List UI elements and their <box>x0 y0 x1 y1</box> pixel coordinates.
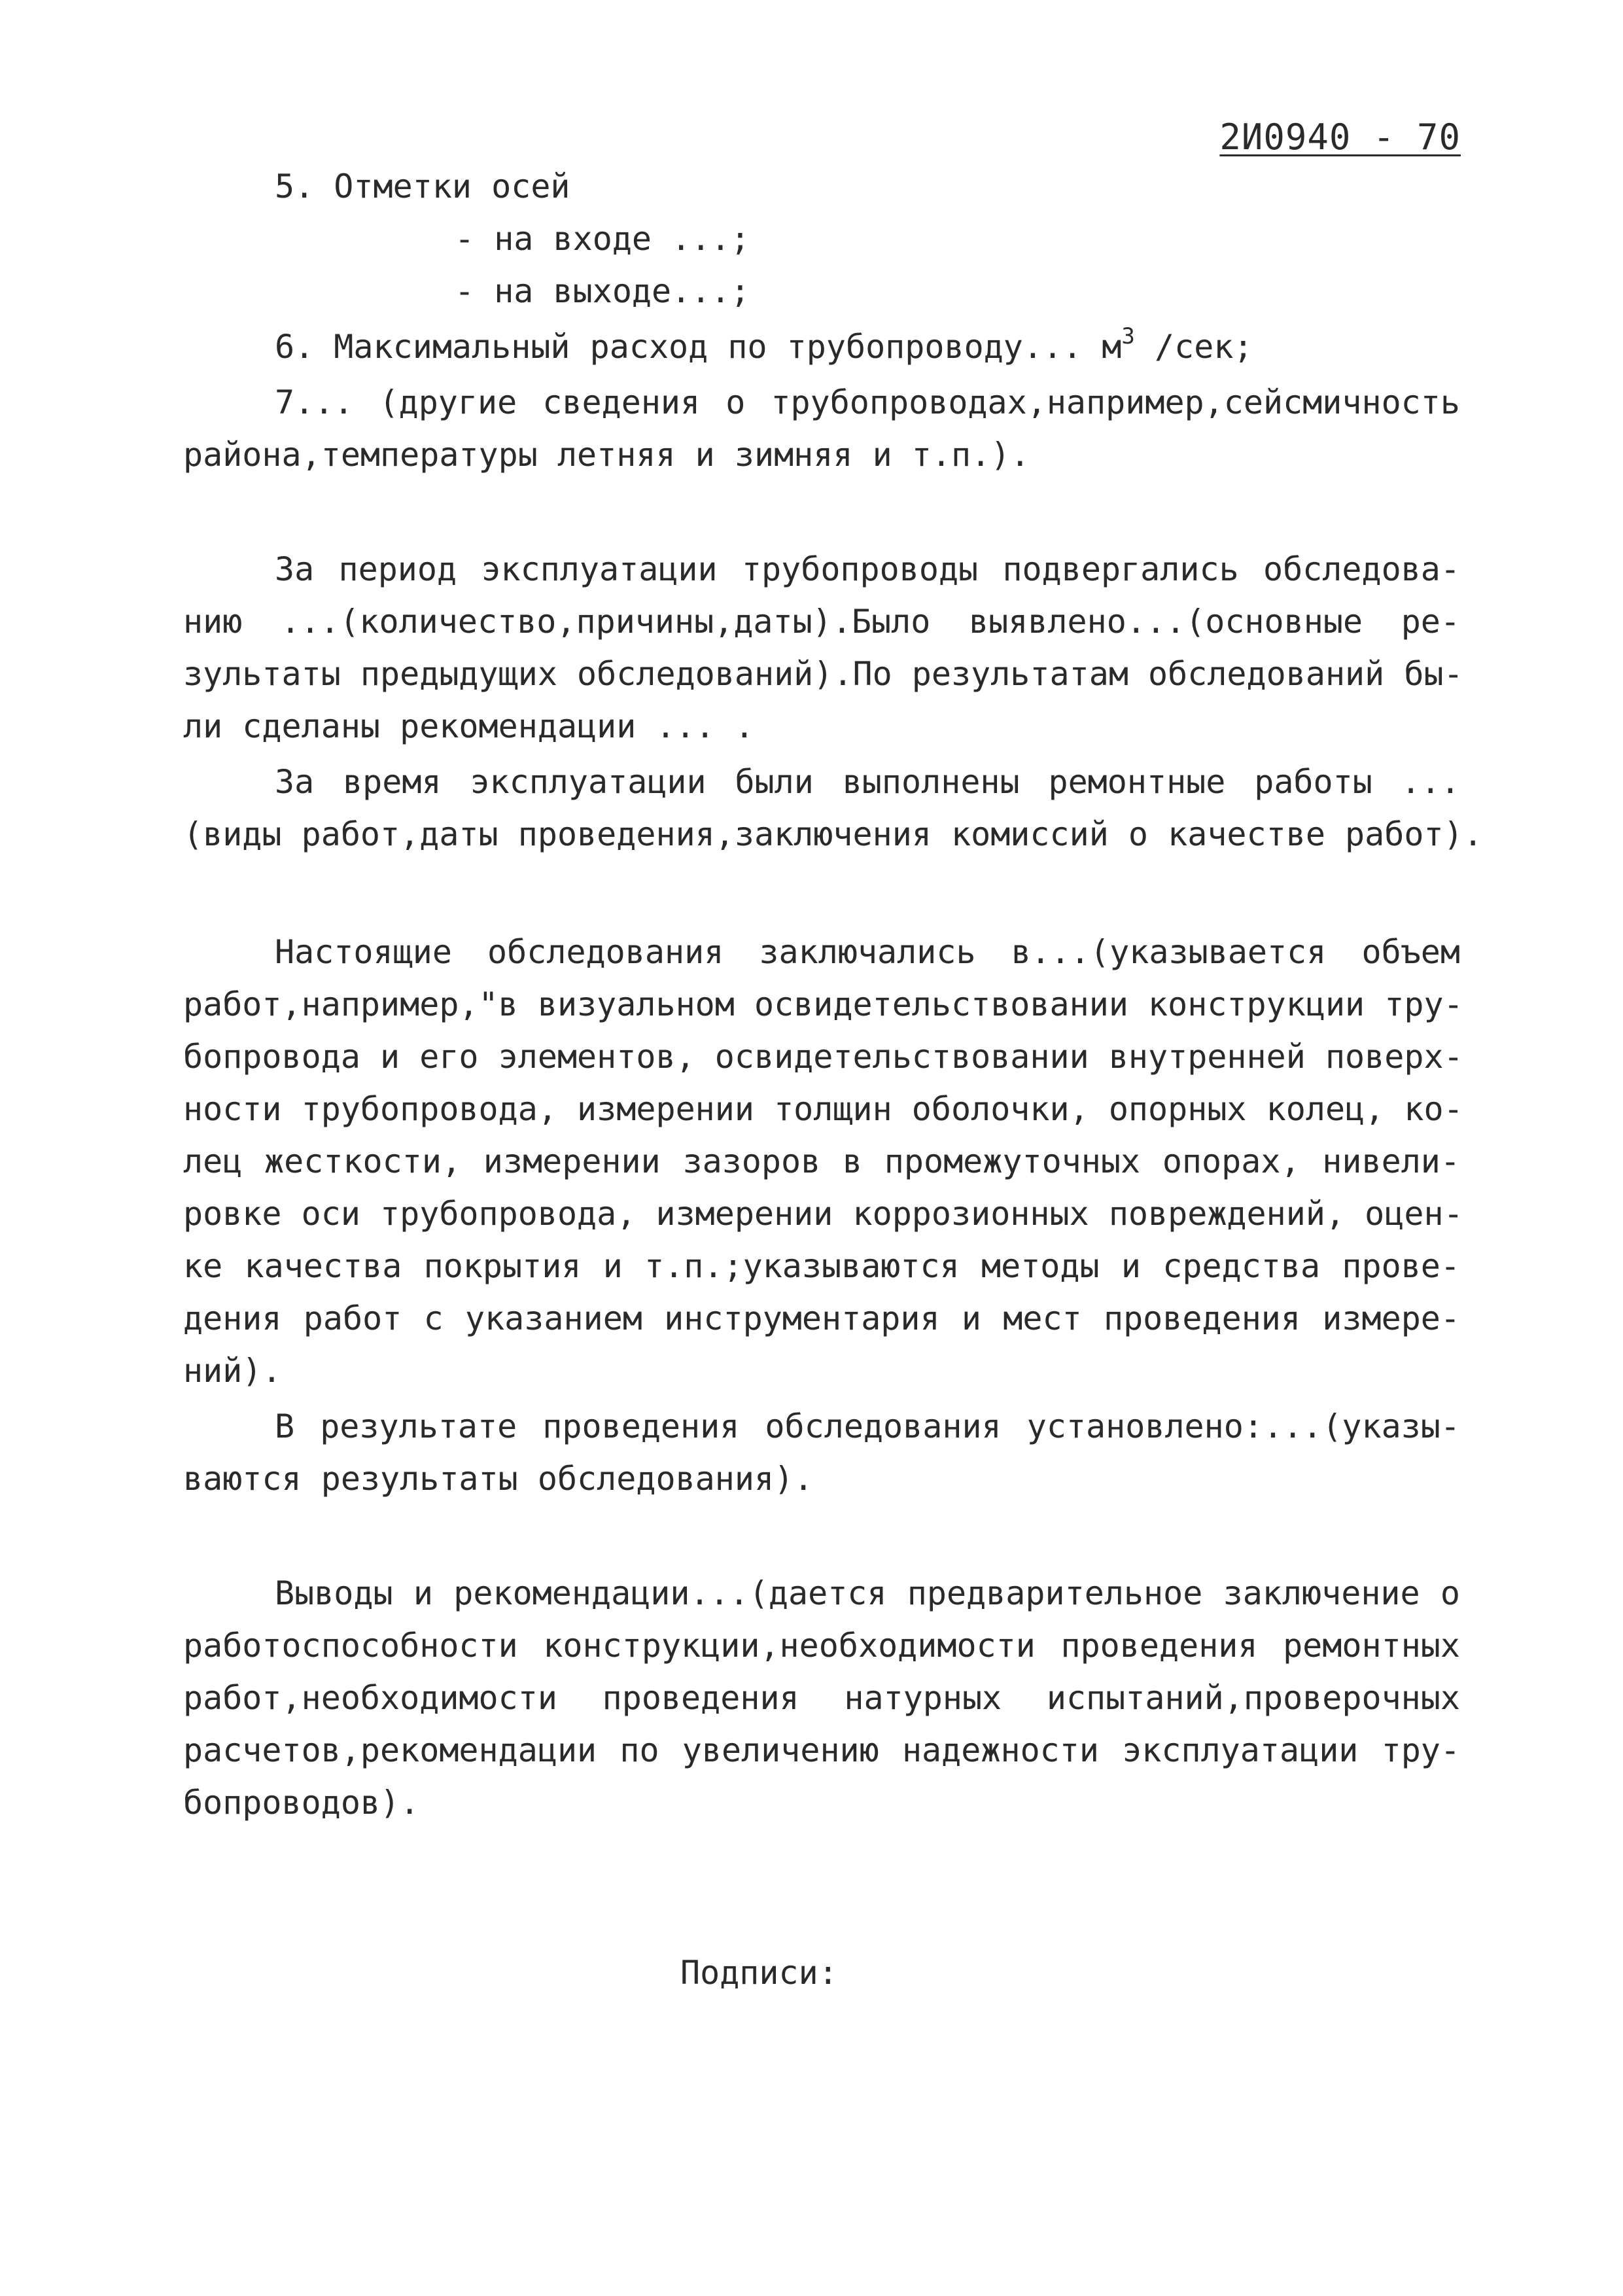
current-line-4: ности трубопровода, измерении толщин оболочки, опорных колец, ко- <box>183 1090 1463 1128</box>
item-6-superscript: 3 <box>1121 323 1135 349</box>
history-line-2: нию ...(количество,причины,даты).Было выявлено...(основные ре- <box>183 603 1460 641</box>
item-6-unit: /сек; <box>1134 328 1253 366</box>
current-line-6: ровке оси трубопровода, измерении коррозионных повреждений, оцен- <box>183 1195 1463 1233</box>
item-6 <box>275 323 1552 366</box>
history-line-3: зультаты предыдущих обследований).По результатам обследований бы- <box>183 655 1463 693</box>
current-line-8: дения работ с указанием инструментария и мест проведения измере- <box>183 1299 1460 1337</box>
repairs-line-1: За время эксплуатации были выполнены ремонтные работы ... <box>275 763 1460 801</box>
conclusions-line-1: Выводы и рекомендации...(дается предварительное заключение о <box>275 1574 1460 1612</box>
current-line-7: ке качества покрытия и т.п.;указываются методы и средства прове- <box>183 1247 1460 1285</box>
current-line-2: работ,например,"в визуальном освидетельствовании конструкции тру- <box>183 985 1463 1023</box>
document-code: 2И0940 - 70 <box>1219 116 1461 158</box>
conclusions-line-3: работ,необходимости проведения натурных испытаний,проверочных <box>183 1679 1460 1717</box>
history-line-1: За период эксплуатации трубопроводы подвергались обследова- <box>275 550 1460 588</box>
current-line-9: ний). <box>183 1352 282 1390</box>
item-5-outlet: - на выходе...; <box>455 272 750 310</box>
conclusions-line-5: бопроводов). <box>183 1784 420 1822</box>
current-line-1: Настоящие обследования заключались в...(указывается объем <box>275 933 1460 971</box>
item-5-title: 5. Отметки осей <box>275 168 570 205</box>
repairs-line-2: (виды работ,даты проведения,заключения комиссий о качестве работ). <box>183 815 1483 853</box>
item-7-line-2: района,температуры летняя и зимняя и т.п.). <box>183 436 1030 474</box>
signatures-label: Подписи: <box>680 1954 838 1992</box>
result-line-2: ваются результаты обследования). <box>183 1460 814 1498</box>
history-line-4: ли сделаны рекомендации ... . <box>183 707 754 745</box>
current-line-3: бопровода и его элементов, освидетельствовании внутренней поверх- <box>183 1038 1463 1076</box>
item-6-text: 6. Максимальный расход по трубопроводу... м <box>275 328 1122 366</box>
item-7-line-1: 7... (другие сведения о трубопроводах,например,сейсмичность <box>275 383 1460 421</box>
conclusions-line-2: работоспособности конструкции,необходимости проведения ремонтных <box>183 1627 1460 1665</box>
conclusions-line-4: расчетов,рекомендации по увеличению надежности эксплуатации тру- <box>183 1731 1460 1769</box>
result-line-1: В результате проведения обследования установлено:...(указы- <box>275 1407 1460 1445</box>
item-5-inlet: - на входе ...; <box>455 220 750 258</box>
current-line-5: лец жесткости, измерении зазоров в промежуточных опорах, нивели- <box>183 1142 1460 1180</box>
